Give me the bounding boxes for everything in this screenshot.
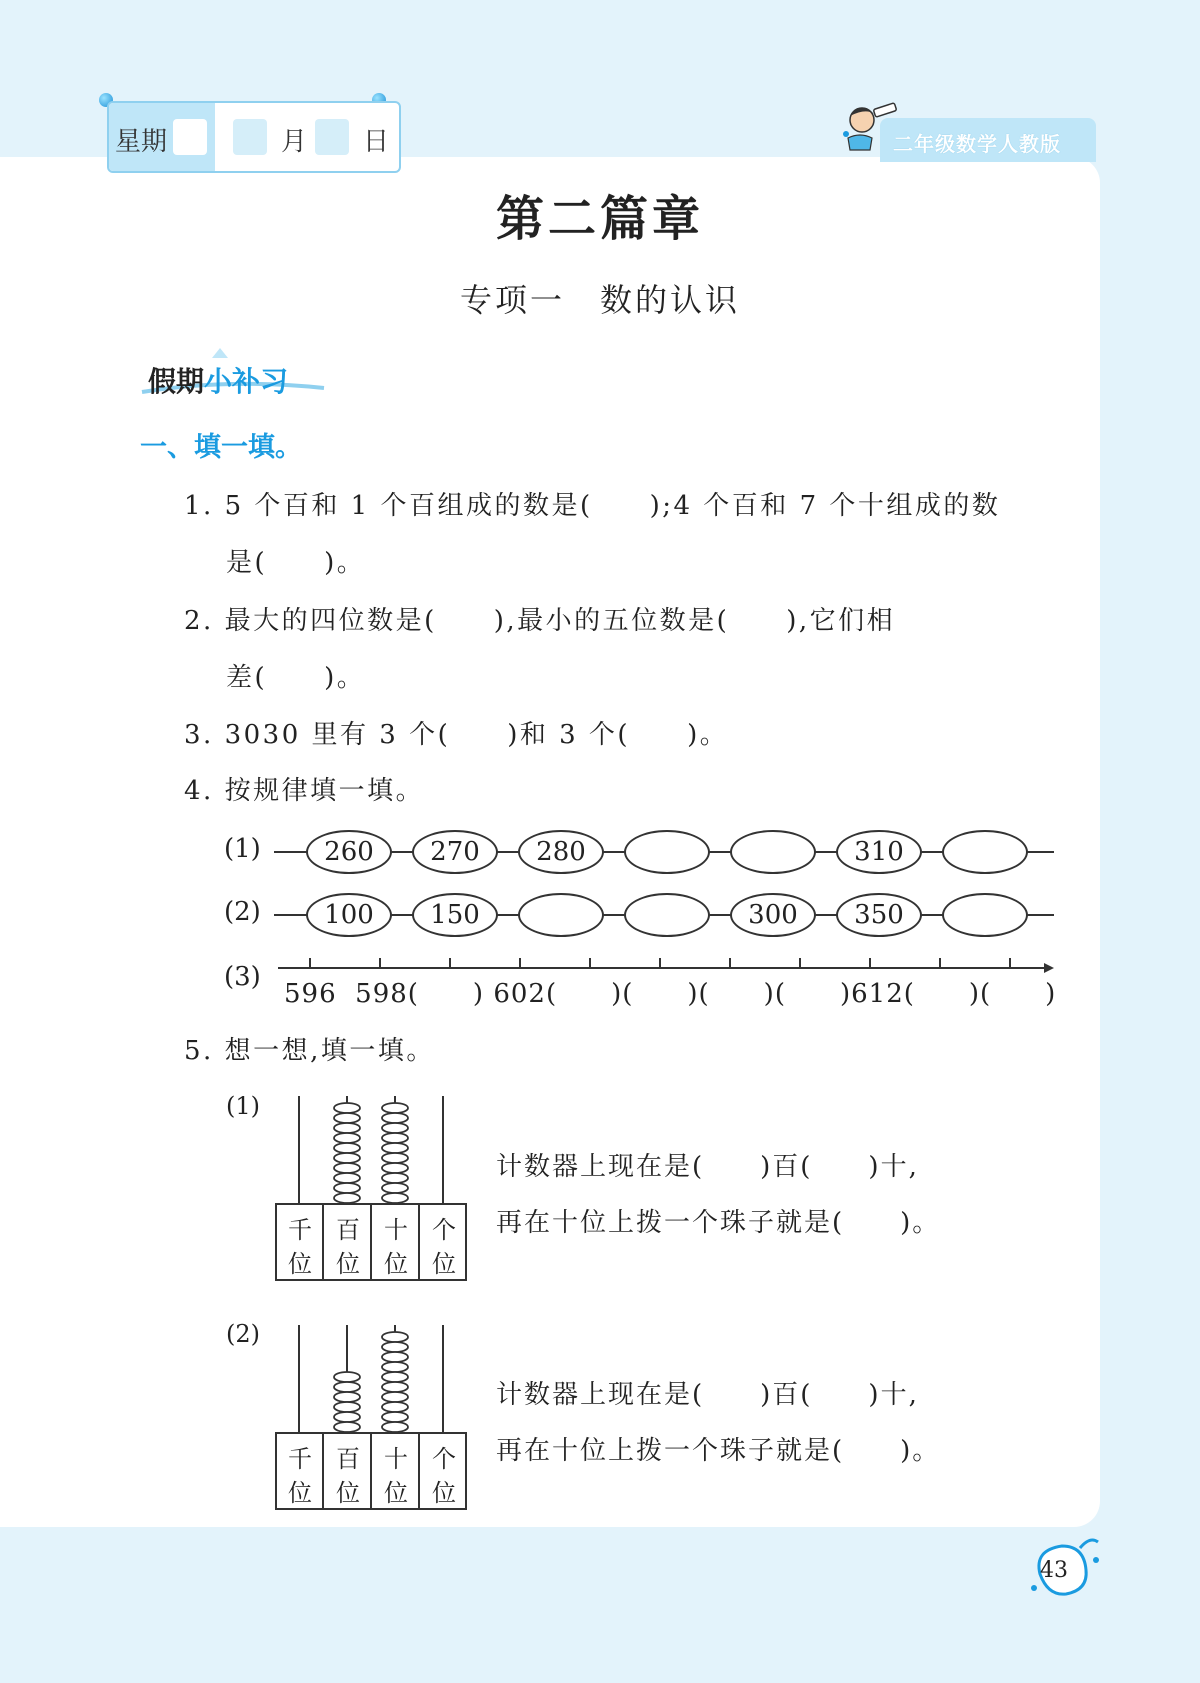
place-name: 位 [384, 1479, 408, 1507]
sequence-oval: 350 [836, 893, 922, 937]
sequence-oval-blank [624, 830, 710, 874]
place-name: 位 [336, 1479, 360, 1507]
place-name: 十 [384, 1216, 408, 1244]
question-1-line-2: 是( )。 [226, 548, 366, 578]
badge-part1: 假期 [148, 365, 205, 398]
place-name: 百 [336, 1216, 360, 1244]
page-number: 43 [1040, 1558, 1068, 1583]
place-name: 位 [432, 1250, 456, 1278]
question-5: 5. 想一想,填一填。 [184, 1036, 435, 1066]
badge-part2: 小补习 [204, 365, 289, 398]
section-subtitle: 专项一 数的认识 [459, 281, 740, 319]
place-name: 位 [336, 1250, 360, 1278]
month-label: 月 [281, 127, 308, 157]
practice-badge [148, 360, 288, 400]
sequence-oval: 280 [518, 830, 604, 874]
number-line-values: 596 598( ) 602( )( )( )( )612( )( ) [284, 979, 1057, 1009]
abacus-1-line-1: 计数器上现在是( )百( )十, [496, 1152, 919, 1182]
sequence-oval: 150 [412, 893, 498, 937]
sequence-row-label: (2) [224, 897, 261, 927]
reading-boy-icon [840, 98, 900, 153]
sequence-oval: 270 [412, 830, 498, 874]
question-3: 3. 3030 里有 3 个( )和 3 个( )。 [184, 720, 729, 750]
place-name: 位 [384, 1250, 408, 1278]
abacus-1-line-2: 再在十位上拨一个珠子就是( )。 [496, 1208, 941, 1238]
sequence-oval-blank [624, 893, 710, 937]
abacus-2-place-names [276, 1439, 466, 1509]
abacus-2-line-2: 再在十位上拨一个珠子就是( )。 [496, 1436, 941, 1466]
place-name: 位 [432, 1479, 456, 1507]
abacus-2-label: (2) [226, 1320, 260, 1348]
sequence-oval: 300 [730, 893, 816, 937]
day-label: 日 [363, 127, 390, 157]
place-name: 十 [384, 1445, 408, 1473]
place-name: 位 [288, 1250, 312, 1278]
abacus-1-place-names [276, 1210, 466, 1280]
sequence-oval-blank [942, 830, 1028, 874]
question-1-line-1: 1. 5 个百和 1 个百组成的数是( );4 个百和 7 个十组成的数 [184, 491, 1001, 521]
month-slot [233, 119, 267, 155]
sequence-row-label: (3) [224, 962, 261, 992]
question-2-line-2: 差( )。 [226, 663, 366, 693]
abacus-2-line-1: 计数器上现在是( )百( )十, [496, 1380, 919, 1410]
edition-label: 二年级数学人教版 [893, 132, 1061, 156]
section-heading: 一、填一填。 [140, 432, 302, 463]
sequence-row-2 [224, 889, 1054, 939]
weekday-slot [173, 119, 207, 155]
sequence-oval-blank [730, 830, 816, 874]
question-2-line-1: 2. 最大的四位数是( ),最小的五位数是( ),它们相 [184, 606, 896, 636]
sequence-oval: 100 [306, 893, 392, 937]
sequence-oval: 310 [836, 830, 922, 874]
chapter-title: 第二篇章 [495, 191, 704, 247]
place-name: 位 [288, 1479, 312, 1507]
question-4: 4. 按规律填一填。 [184, 776, 425, 806]
sequence-row-1 [224, 826, 1054, 876]
sequence-row-label: (1) [224, 834, 261, 864]
place-name: 个 [432, 1216, 456, 1244]
place-name: 千 [288, 1445, 312, 1473]
sequence-oval-blank [518, 893, 604, 937]
place-name: 百 [336, 1445, 360, 1473]
place-name: 千 [288, 1216, 312, 1244]
sequence-oval-blank [942, 893, 1028, 937]
sequence-oval: 260 [306, 830, 392, 874]
abacus-1-label: (1) [226, 1092, 260, 1120]
day-slot [315, 119, 349, 155]
date-box [107, 101, 401, 173]
weekday-label: 星期 [115, 127, 168, 157]
place-name: 个 [432, 1445, 456, 1473]
